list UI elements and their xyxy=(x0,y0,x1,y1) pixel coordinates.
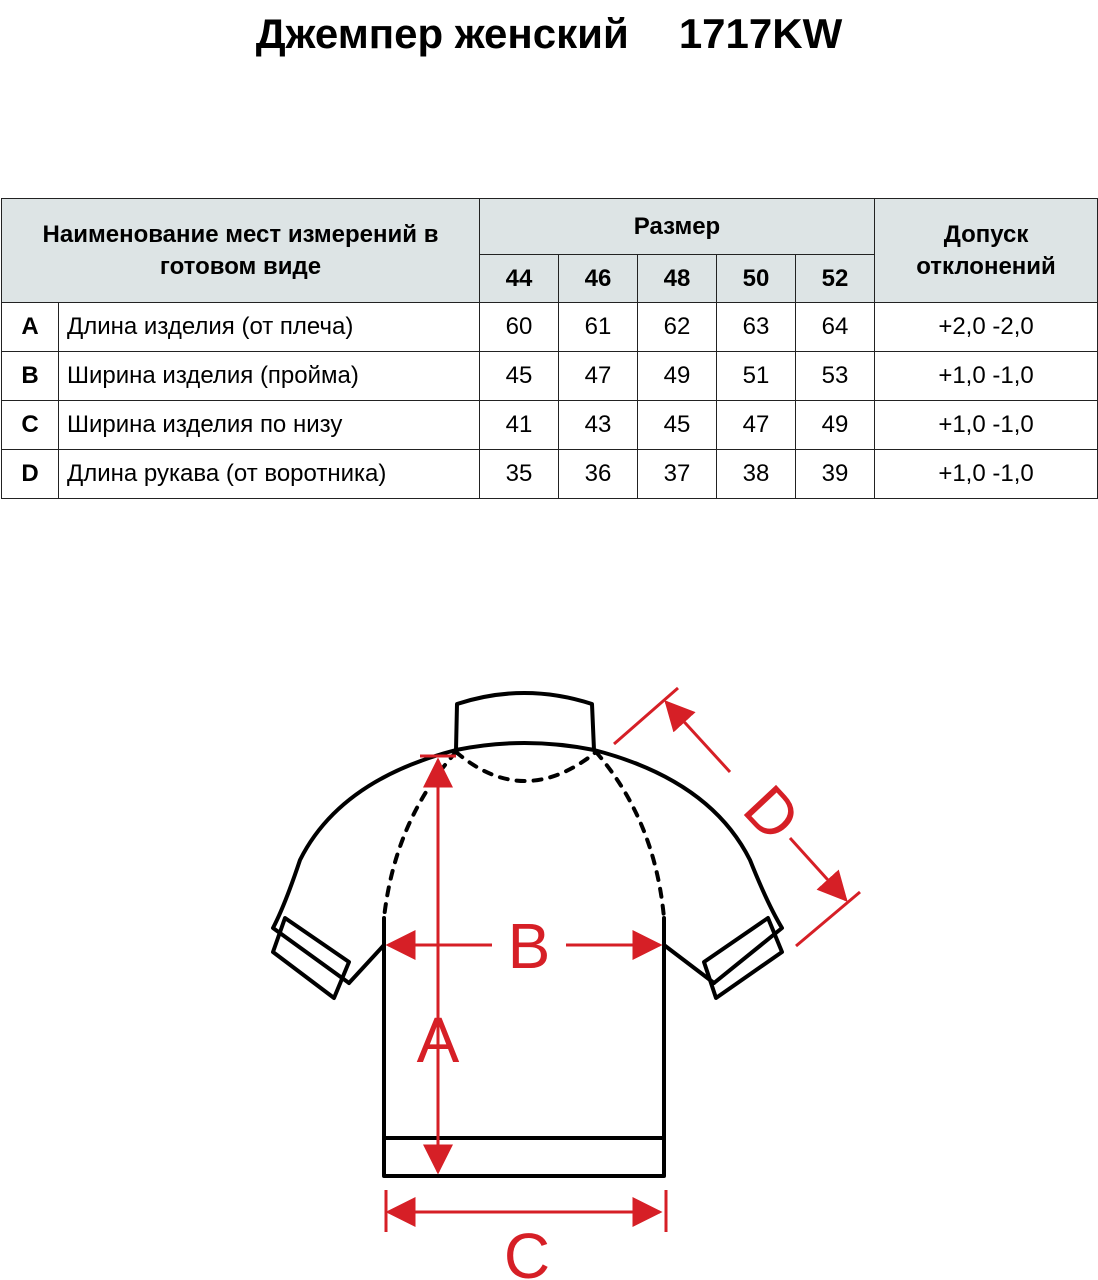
header-tolerance: Допуск отклонений xyxy=(875,199,1098,303)
size-header: 50 xyxy=(717,255,796,303)
garment-diagram xyxy=(0,640,1098,1280)
dim-d-tick-top xyxy=(614,688,678,744)
size-header: 46 xyxy=(559,255,638,303)
row-label: Длина рукава (от воротника) xyxy=(59,450,480,499)
left-raglan-seam xyxy=(384,752,456,918)
dim-label-a: A xyxy=(416,1004,460,1076)
row-label: Ширина изделия (пройма) xyxy=(59,352,480,401)
size-header: 52 xyxy=(796,255,875,303)
row-code: D xyxy=(2,450,59,499)
row-code: B xyxy=(2,352,59,401)
table-cell: 53 xyxy=(796,352,875,401)
table-cell: 60 xyxy=(480,303,559,352)
dim-d-tick-bottom xyxy=(796,892,860,946)
article-code: 1717KW xyxy=(678,10,843,57)
table-cell: 47 xyxy=(717,401,796,450)
table-cell: 47 xyxy=(559,352,638,401)
dim-label-b: B xyxy=(507,910,551,982)
table-row xyxy=(2,401,1098,450)
dim-d-upper xyxy=(666,702,730,772)
dim-label-c: C xyxy=(503,1220,551,1280)
table-cell: 39 xyxy=(796,450,875,499)
table-cell: 51 xyxy=(717,352,796,401)
table-cell: 49 xyxy=(638,352,717,401)
table-cell: 64 xyxy=(796,303,875,352)
table-cell: 37 xyxy=(638,450,717,499)
tolerance-cell: +2,0 -2,0 xyxy=(875,303,1098,352)
row-label: Ширина изделия по низу xyxy=(59,401,480,450)
size-header: 44 xyxy=(480,255,559,303)
size-header: 48 xyxy=(638,255,717,303)
row-code: A xyxy=(2,303,59,352)
table-row xyxy=(2,303,1098,352)
left-underarm xyxy=(349,945,384,983)
row-code: C xyxy=(2,401,59,450)
table-cell: 36 xyxy=(559,450,638,499)
table-cell: 38 xyxy=(717,450,796,499)
collar-shape xyxy=(456,693,594,750)
tolerance-cell: +1,0 -1,0 xyxy=(875,450,1098,499)
size-chart-table xyxy=(1,198,1098,499)
table-cell: 45 xyxy=(638,401,717,450)
tolerance-cell: +1,0 -1,0 xyxy=(875,401,1098,450)
row-label: Длина изделия (от плеча) xyxy=(59,303,480,352)
table-cell: 61 xyxy=(559,303,638,352)
header-size: Размер xyxy=(480,199,875,255)
tolerance-cell: +1,0 -1,0 xyxy=(875,352,1098,401)
table-cell: 62 xyxy=(638,303,717,352)
table-cell: 41 xyxy=(480,401,559,450)
dim-label-d: D xyxy=(730,771,815,855)
page-title xyxy=(0,6,1098,62)
product-name: Джемпер женский xyxy=(255,10,629,57)
table-cell: 63 xyxy=(717,303,796,352)
table-row xyxy=(2,450,1098,499)
left-cuff xyxy=(273,918,349,998)
table-cell: 49 xyxy=(796,401,875,450)
table-cell: 35 xyxy=(480,450,559,499)
raglan-dotted-seams xyxy=(384,752,664,918)
dim-d-lower xyxy=(790,838,846,900)
neck-seam xyxy=(456,752,596,781)
dimension-lines xyxy=(386,688,860,1232)
table-cell: 43 xyxy=(559,401,638,450)
right-raglan-seam xyxy=(596,752,664,918)
table-row xyxy=(2,352,1098,401)
header-measurement-name: Наименование мест измерений в готовом виде xyxy=(2,199,480,303)
table-cell: 45 xyxy=(480,352,559,401)
